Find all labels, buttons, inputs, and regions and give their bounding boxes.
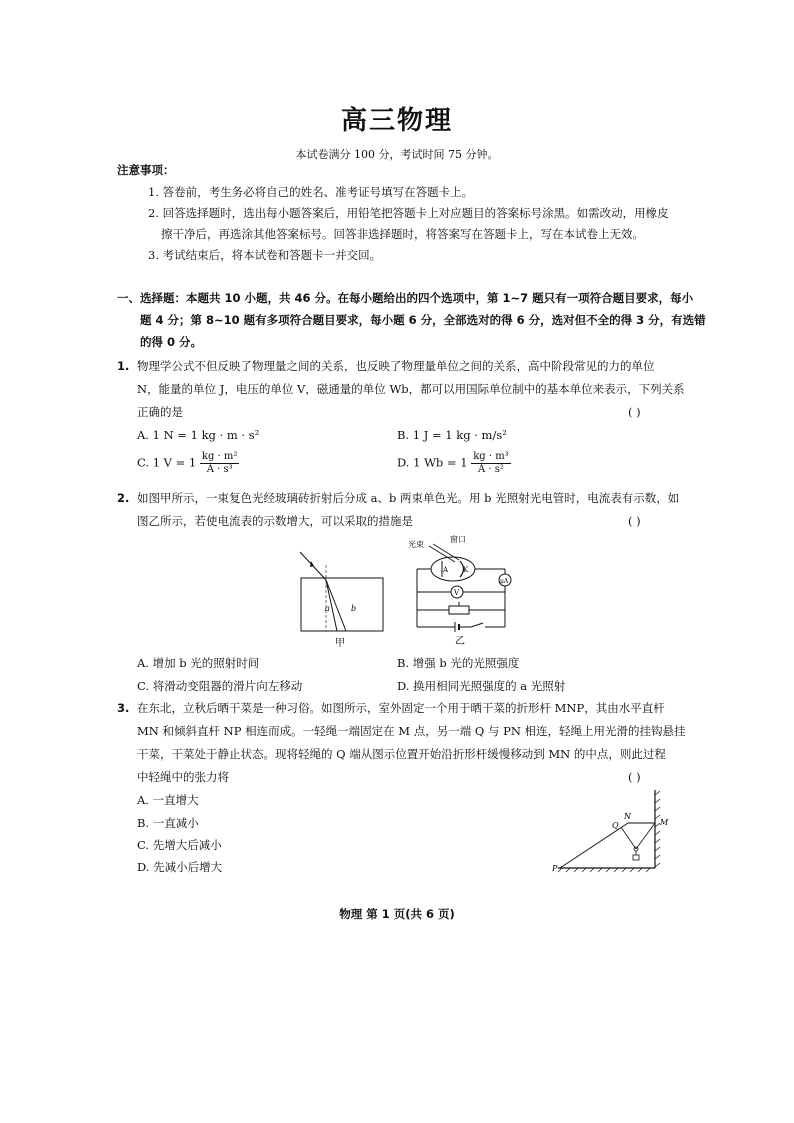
label-anode: A	[443, 566, 449, 574]
incident-arrow	[310, 561, 314, 567]
rope-M-side	[636, 823, 655, 849]
q3-line-1: 在东北，立秋后晒干菜是一种习俗。如图所示，室外固定一个用于晒干菜的折形杆 MNP，其由水平直杆	[137, 701, 665, 715]
q1-option-d	[397, 451, 511, 476]
q1-line-2: N，能量的单位 J，电压的单位 V，磁通量的单位 Wb，都可以用国际单位制中的基本单位来表示，下列关系	[137, 382, 685, 396]
page-footer: 物理 第 1 页(共 6 页)	[339, 907, 455, 921]
exam-info: 本试卷满分 100 分，考试时间 75 分钟。	[295, 148, 499, 161]
label-P: P	[552, 864, 558, 873]
q2-option-c: C. 将滑动变阻器的滑片向左移动	[137, 679, 303, 693]
q3-line-4: 中轻绳中的张力将	[137, 770, 229, 784]
q2-option-d: D. 换用相同光照强度的 a 光照射	[397, 679, 566, 693]
figure-jia-glass-block	[290, 545, 390, 650]
q3-line-3: 干菜，干菜处于静止状态。现将轻绳的 Q 端从图示位置开始沿折形杆缓慢移动到 MN 的中点，则此过程	[137, 747, 666, 761]
glass-block-rect	[301, 578, 383, 631]
light-ray-1	[429, 546, 455, 562]
q2-option-b: B. 增强 b 光的光照强度	[397, 656, 520, 670]
label-b: b	[351, 604, 357, 613]
label-N: N	[624, 812, 631, 821]
q2-number: 2.	[117, 491, 130, 505]
q3-option-c: C. 先增大后减小	[137, 838, 222, 852]
q1-number: 1.	[117, 359, 130, 373]
figure-yi-label: 乙	[455, 636, 465, 647]
q1-option-c-denominator: A · s³	[206, 464, 233, 475]
figure-jia-label: 甲	[335, 638, 345, 649]
rheostat	[449, 606, 469, 614]
q2-answer-paren: ( )	[628, 514, 641, 528]
q1-option-d-fraction	[471, 451, 511, 476]
figure-folded-rod	[550, 785, 675, 880]
q3-option-b: B. 一直减小	[137, 816, 199, 830]
q1-option-c-prefix: C. 1 V = 1	[137, 455, 197, 470]
notice-heading: 注意事项：	[117, 163, 175, 177]
q3-number: 3.	[117, 701, 130, 715]
q1-option-c-fraction	[200, 451, 240, 476]
notice-item-1: 1. 答卷前，考生务必将自己的姓名、准考证号填写在答题卡上。	[148, 185, 474, 199]
section1-line-1: 一、选择题：本题共 10 小题，共 46 分。在每小题给出的四个选项中，第 1~7 题只有一项符合题目要求，每小	[117, 291, 694, 305]
label-a: a	[325, 604, 330, 613]
q1-option-d-prefix: D. 1 Wb = 1	[397, 455, 468, 470]
label-light-beam: 光束	[408, 540, 424, 549]
wall-hatching	[655, 791, 660, 867]
notice-item-2-cont: 擦干净后，再选涂其他答案标号。回答非选择题时，将答案写在答题卡上，写在本试卷上无效。	[161, 227, 644, 241]
q1-option-c-numerator: kg · m²	[201, 451, 238, 462]
notice-item-2: 2. 回答选择题时，选出每小题答案后，用铅笔把答题卡上对应题目的答案标号涂黑。如需改动，用橡皮	[148, 206, 669, 220]
q3-option-a: A. 一直增大	[137, 793, 199, 807]
label-cathode: K	[463, 566, 469, 574]
q1-option-d-denominator: A · s²	[478, 464, 504, 475]
q1-line-3: 正确的是	[137, 405, 183, 419]
label-window: 窗口	[450, 535, 466, 544]
q1-answer-paren: ( )	[628, 405, 641, 419]
notice-item-3: 3. 考试结束后，将本试卷和答题卡一并交回。	[148, 248, 382, 262]
q1-line-1: 物理学公式不但反映了物理量之间的关系，也反映了物理量单位之间的关系，高中阶段常见的力的单位	[137, 359, 655, 373]
q3-answer-paren: ( )	[628, 770, 641, 784]
q2-line-2: 图乙所示，若使电流表的示数增大，可以采取的措施是	[137, 514, 413, 528]
q3-option-d: D. 先减小后增大	[137, 860, 223, 874]
q1-option-a: A. 1 N = 1 kg · m · s²	[137, 428, 260, 442]
q3-line-2: MN 和倾斜直杆 NP 相连而成。一轻绳一端固定在 M 点，另一端 Q 与 PN 相连，轻绳上用光滑的挂钩悬挂	[137, 724, 686, 738]
figure-yi-circuit	[405, 532, 520, 650]
page-title: 高三物理	[340, 106, 453, 136]
rope-Q-side	[621, 827, 636, 849]
label-M: M	[660, 818, 669, 827]
section1-line-2: 题 4 分；第 8~10 题有多项符合题目要求，每小题 6 分，全部选对的得 6 分，选对但不全的得 3 分，有选错	[140, 313, 706, 327]
section1-line-3: 的得 0 分。	[140, 335, 203, 349]
label-voltmeter: V	[454, 589, 460, 597]
q2-option-a: A. 增加 b 光的照射时间	[137, 656, 260, 670]
q2-line-1: 如图甲所示，一束复色光经玻璃砖折射后分成 a、b 两束单色光。用 b 光照射光电管时，电流表有示数，如	[137, 491, 680, 505]
q1-option-c	[137, 451, 239, 476]
label-microammeter: μA	[500, 578, 509, 585]
q1-option-b: B. 1 J = 1 kg · m/s²	[397, 428, 507, 442]
q1-option-d-numerator: kg · m³	[473, 451, 509, 462]
switch	[471, 623, 483, 627]
dried-vegetables	[633, 855, 639, 860]
label-Q: Q	[612, 821, 619, 830]
